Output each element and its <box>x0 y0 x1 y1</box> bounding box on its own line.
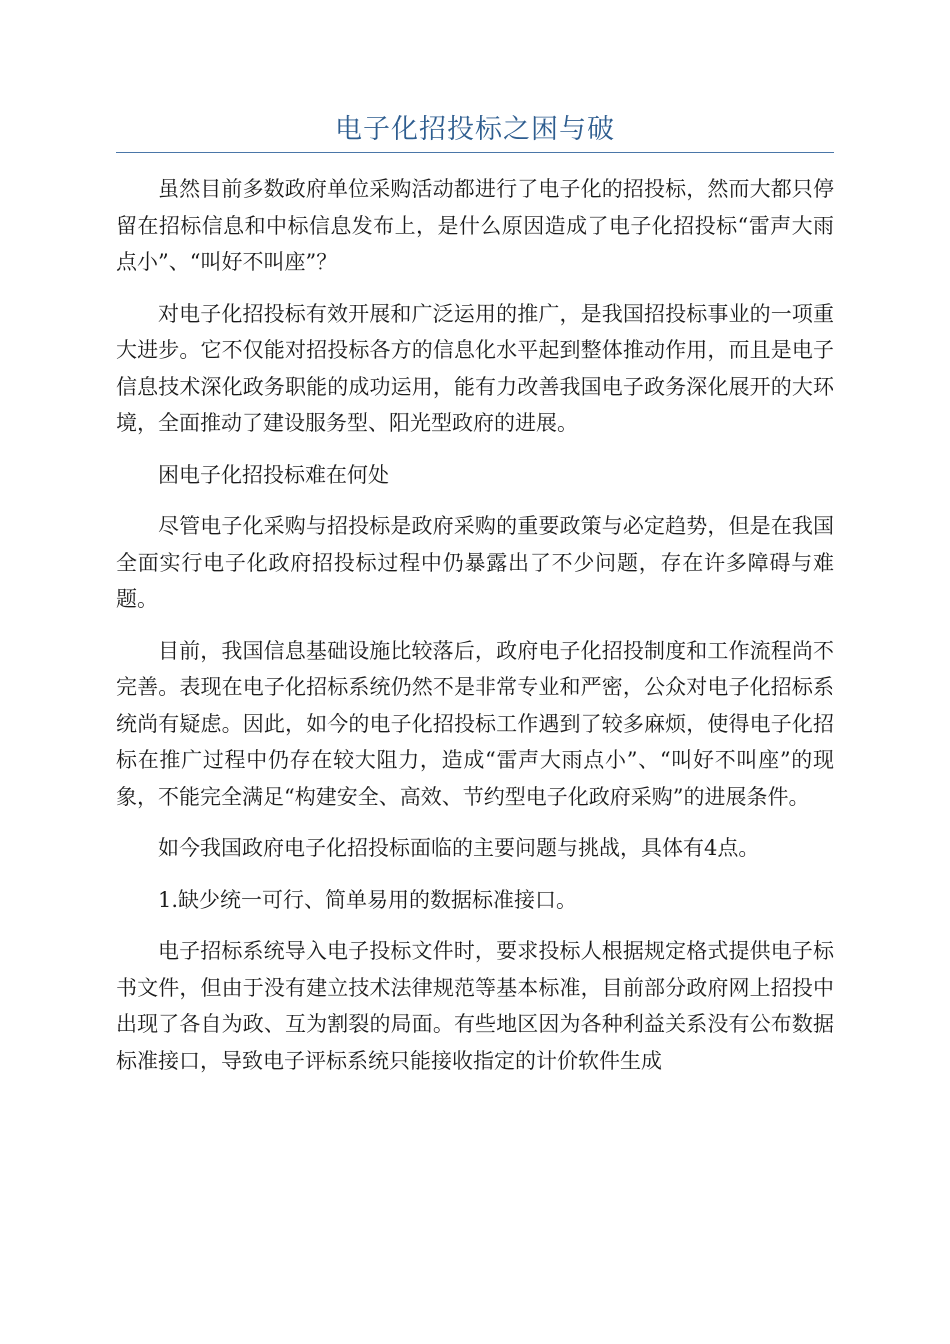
paragraph-significance: 对电子化招投标有效开展和广泛运用的推广，是我国招投标事业的一项重大进步。它不仅能对招投标各方的信息化水平起到整体推动作用，而且是电子信息技术深化政务职能的成功运用，能有力改善我国电子政务深化展开的大环境，全面推动了建设服务型、阳光型政府的进展。 <box>116 301 834 435</box>
title-underline <box>116 152 834 153</box>
paragraph-data-interface: 电子招标系统导入电子投标文件时，要求投标人根据规定格式提供电子标书文件，但由于没有建立技术法律规范等基本标准，目前部分政府网上招投中出现了各自为政、互为割裂的局面。有些地区因为各种利益关系没有公布数据标准接口，导致电子评标系统只能接收指定的计价软件生成 <box>116 939 834 1073</box>
paragraph-current-state: 目前，我国信息基础设施比较落后，政府电子化招投制度和工作流程尚不完善。表现在电子化招标系统仍然不是非常专业和严密，公众对电子化招标系统尚有疑虑。因此，如今的电子化招投标工作遇到了较多麻烦，使得电子化招标在推广过程中仍存在较大阻力，造成“雷声大雨点小”、“叫好不叫座”的现象，不能完全满足“构建安全、高效、节约型电子化政府采购”的进展条件。 <box>116 638 834 809</box>
list-item-point-1: 1.缺少统一可行、简单易用的数据标准接口。 <box>158 887 578 912</box>
paragraph-four-points: 如今我国政府电子化招投标面临的主要问题与挑战，具体有4点。 <box>158 836 760 860</box>
document-title: 电子化招投标之困与破 <box>335 114 615 145</box>
section-heading-difficulties: 困电子化招投标难在何处 <box>158 462 389 487</box>
paragraph-problems: 尽管电子化采购与招投标是政府采购的重要政策与必定趋势，但是在我国全面实行电子化政府招投标过程中仍暴露出了不少问题，存在许多障碍与难题。 <box>116 514 834 611</box>
paragraph-intro: 虽然目前多数政府单位采购活动都进行了电子化的招投标，然而大都只停留在招标信息和中标信息发布上，是什么原因造成了电子化招投标“雷声大雨点小”、“叫好不叫座”？ <box>116 177 834 274</box>
document-page <box>116 110 834 1094</box>
